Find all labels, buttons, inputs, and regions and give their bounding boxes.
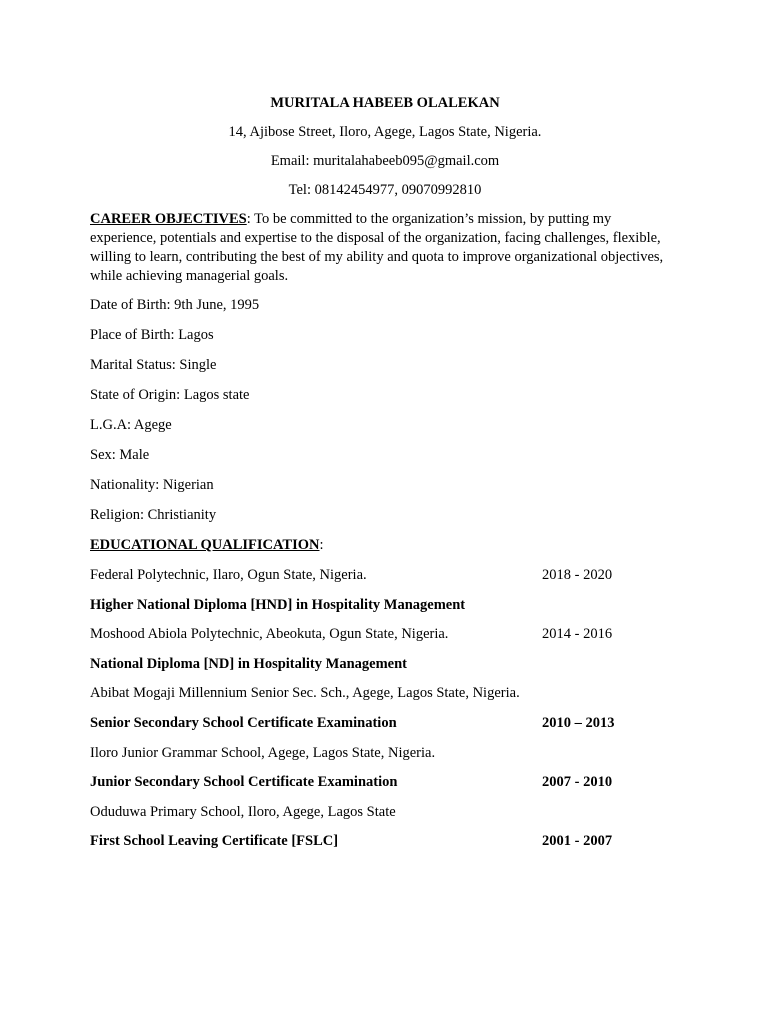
education-row xyxy=(90,714,680,733)
email: Email: muritalahabeeb095@gmail.com xyxy=(270,153,500,169)
career-objectives xyxy=(90,210,680,286)
nationality: Nationality: Nigerian xyxy=(90,477,214,493)
education-row-date: 2001 - 2007 xyxy=(542,833,613,850)
state-of-origin: State of Origin: Lagos state xyxy=(90,387,250,403)
education-row-date xyxy=(542,596,680,615)
sex: Sex: Male xyxy=(90,447,150,463)
education-row xyxy=(90,625,680,644)
applicant-name: MURITALA HABEEB OLALEKAN xyxy=(270,95,500,111)
education-row xyxy=(90,684,680,703)
education-row xyxy=(90,566,680,585)
education-row-text: Federal Polytechnic, Ilaro, Ogun State, Nigeria. xyxy=(90,567,367,583)
education-row-date: 2014 - 2016 xyxy=(542,626,613,643)
education-heading-colon: : xyxy=(319,537,324,553)
education-row-date xyxy=(542,803,680,822)
education-row-date xyxy=(542,655,680,674)
education-heading: EDUCATIONAL QUALIFICATION xyxy=(90,537,320,553)
marital-status: Marital Status: Single xyxy=(90,357,217,373)
education-row xyxy=(90,773,680,792)
education-row-text: Senior Secondary School Certificate Examination xyxy=(90,714,397,731)
education-row-text: Higher National Diploma [HND] in Hospitality Management xyxy=(90,596,466,613)
education-row-text: Moshood Abiola Polytechnic, Abeokuta, Ogun State, Nigeria. xyxy=(90,626,449,643)
education-row xyxy=(90,655,680,674)
date-of-birth: Date of Birth: 9th June, 1995 xyxy=(90,297,260,313)
education-row-text: Abibat Mogaji Millennium Senior Sec. Sch., Agege, Lagos State, Nigeria. xyxy=(90,685,520,702)
religion: Religion: Christianity xyxy=(90,507,217,523)
education-row xyxy=(90,803,680,822)
education-row-text: Junior Secondary School Certificate Examination xyxy=(90,774,398,791)
education-row-date xyxy=(542,744,680,763)
education-row-text: Iloro Junior Grammar School, Agege, Lagos State, Nigeria. xyxy=(90,744,436,761)
education-row-text: Oduduwa Primary School, Iloro, Agege, Lagos State xyxy=(90,803,396,820)
lga: L.G.A: Agege xyxy=(90,417,172,433)
resume-page xyxy=(90,94,680,862)
education-heading-line xyxy=(90,536,680,555)
education-row xyxy=(90,596,680,615)
career-objectives-heading: CAREER OBJECTIVES xyxy=(90,211,247,227)
telephone: Tel: 08142454977, 09070992810 xyxy=(288,182,482,198)
education-row-date: 2018 - 2020 xyxy=(542,567,613,583)
education-row-date: 2007 - 2010 xyxy=(542,774,613,791)
career-objectives-text: : To be committed to the organization’s mission, by putting my experience, potentials and expertise to the disposal of the organization, facing challenges, flexible, willing to learn, contributing the best of my ability and quota to improve organizational objectives, while achieving managerial goals. xyxy=(90,211,664,284)
address: 14, Ajibose Street, Iloro, Agege, Lagos State, Nigeria. xyxy=(228,124,542,140)
education-row-text: First School Leaving Certificate [FSLC] xyxy=(90,833,339,850)
education-row xyxy=(90,744,680,763)
place-of-birth: Place of Birth: Lagos xyxy=(90,327,214,343)
education-row-text: National Diploma [ND] in Hospitality Management xyxy=(90,655,407,672)
education-row-date: 2010 – 2013 xyxy=(542,714,615,731)
education-row xyxy=(90,832,680,851)
